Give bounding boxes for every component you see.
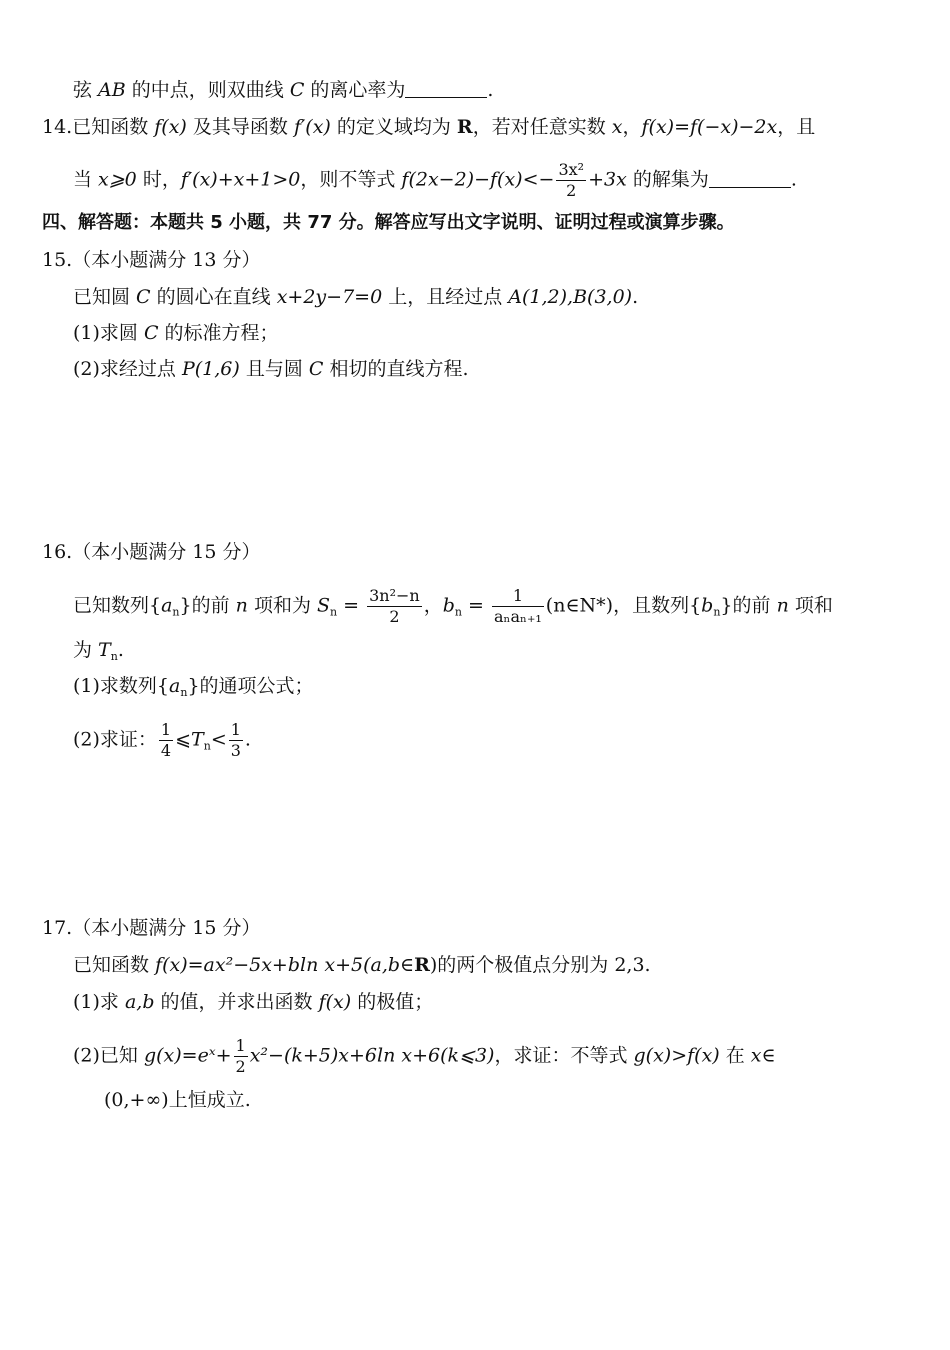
q17-header: 17.（本小题满分 15 分）: [42, 917, 261, 939]
q15-stem: 已知圆 C 的圆心在直线 x+2y−7=0 上，且经过点 A(1,2),B(3,0).: [73, 286, 639, 308]
answer-blank: [709, 169, 791, 188]
fraction: $\frac{1}{3}$: [230, 720, 241, 760]
answer-blank: [405, 79, 487, 98]
q15-header: 15.（本小题满分 13 分）: [42, 249, 261, 271]
q17-part2-line2: (0,+∞)上恒成立.: [104, 1089, 251, 1111]
q13-tail-line: 弦 AB 的中点，则双曲线 C 的离心率为 .: [73, 79, 494, 101]
q14-number: 14.: [42, 116, 73, 138]
q14-line2: 当 x⩾0 时，f′(x)+x+1>0，则不等式 f(2x−2)−f(x)<− $\frac{\text{3x²}}{2}$ +3x 的解集为 .: [73, 160, 797, 200]
q17-stem: 已知函数 f(x)=ax²−5x+bln x+5(a,b∈R)的两个极值点分别为 2,3.: [73, 954, 651, 976]
q17-part2-line1: (2)已知 g(x)=eˣ+ $\frac{1}{2}$ x²−(k+5)x+6ln x+6(k⩽3)，求证：不等式 g(x)>f(x) 在 x∈: [73, 1036, 776, 1076]
q16-stem-line2: 为 $T_n$.: [73, 639, 124, 663]
q16-stem-line1: 已知数列$\{a_n\}$的前 n 项和为 $S_n$ = $\frac{\text{3n²−n}}{2}$ ，$b_n$ = $\frac{1}{\text{aₙaₙ₊₁}}$ (n∈N*)，且数列$\{b_n\}$的前 n 项和: [73, 586, 833, 626]
q15-part1: (1)求圆 C 的标准方程；: [73, 322, 279, 344]
section-heading: 四、解答题：本题共 5 小题，共 77 分。解答应写出文字说明、证明过程或演算步骤。: [42, 212, 735, 233]
q15-part2: (2)求经过点 P(1,6) 且与圆 C 相切的直线方程.: [73, 358, 469, 380]
fraction: $\frac{1}{2}$: [235, 1036, 246, 1076]
q14-line1: 14.已知函数 f(x) 及其导函数 f′(x) 的定义域均为 R，若对任意实数 x，f(x)=f(−x)−2x，且: [42, 116, 816, 138]
q16-part2: (2)求证： $\frac{1}{4}$ $⩽T_n<$ $\frac{1}{3}$ .: [73, 720, 251, 760]
q16-part1: (1)求数列$\{a_n\}$的通项公式；: [73, 675, 314, 699]
q16-header: 16.（本小题满分 15 分）: [42, 541, 261, 563]
q17-part1: (1)求 a,b 的值，并求出函数 f(x) 的极值；: [73, 991, 434, 1013]
fraction: $\frac{\text{3n²−n}}{2}$: [369, 586, 420, 626]
fraction: $\frac{\text{3x²}}{2}$: [558, 160, 585, 200]
fraction: $\frac{1}{\text{aₙaₙ₊₁}}$: [494, 586, 542, 626]
fraction: $\frac{1}{4}$: [160, 720, 172, 760]
